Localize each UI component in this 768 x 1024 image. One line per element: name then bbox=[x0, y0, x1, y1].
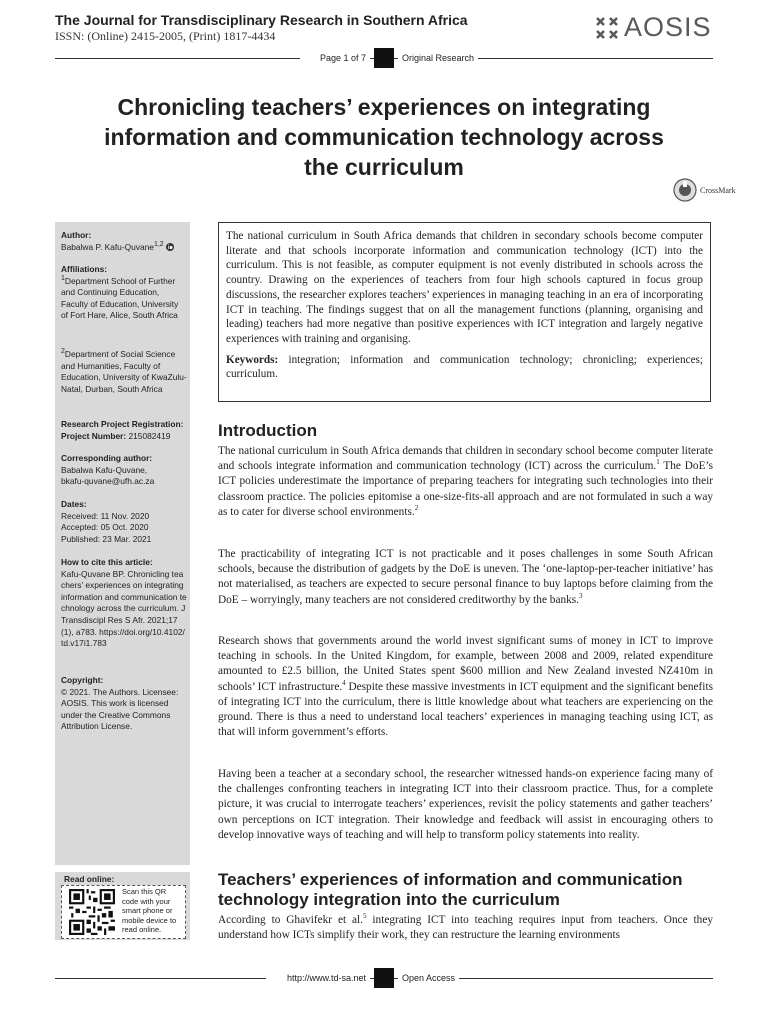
aosis-logo-text: AOSIS bbox=[624, 12, 712, 42]
aosis-logo-icon bbox=[594, 15, 620, 41]
affiliations-block bbox=[61, 264, 187, 322]
paragraph-5 bbox=[218, 913, 713, 943]
footer-url[interactable]: http://www.td-sa.net bbox=[266, 973, 370, 983]
paragraph-4: Having been a teacher at a secondary school, the researcher witnessed hands-on experience facing many of the challenges confronting teachers in integrating ICT into their classroom practice. Thus, for a complete picture, it was crucial to interrogate teachers’ experiences, revisit the policy statements and gather teachers’ own perceptions on ICT integration. Their knowledge and feedback will assist in encouraging others to develop innovative ways of teaching and will help to transform policy statements into reality. bbox=[218, 768, 713, 841]
p1-text-b: The DoE’s ICT policies underestimate the importance of preparing teachers for integrating such technologies into their classroom practice. The policies epitomise a one-size-fits-all approach and are not formulated in such a way as to cater for diverse school environments. bbox=[218, 460, 714, 518]
qr-instructions: Scan this QR code with your smart phone or mobile device to read online. bbox=[122, 887, 177, 935]
author-label: Author: bbox=[61, 230, 92, 240]
author-name: Babalwa P. Kafu-Quvane bbox=[61, 241, 154, 252]
p5-ref[interactable]: 5 bbox=[363, 912, 367, 921]
p1-ref-1[interactable]: 1 bbox=[656, 458, 660, 467]
copyright-text: © 2021. The Authors. Licensee: AOSIS. This work is licensed under the Creative Commons Attribution License. bbox=[61, 686, 179, 732]
aff1-num: 1 bbox=[61, 274, 65, 282]
page-number: Page 1 of 7 bbox=[300, 53, 370, 63]
project-number-label: Project Number: bbox=[61, 430, 127, 441]
project-number: 215082419 bbox=[128, 430, 171, 441]
qr-code-icon[interactable] bbox=[69, 889, 115, 935]
abstract-text: The national curriculum in South Africa demands that children in secondary schools become computer literate and that schools incorporate information and communication technology (ICT) into the curriculum. This is not feasible, as computer equipment is not evenly distributed in schools across the country. Drawing on the experiences of teachers from four high schools captured in focus group discussions, the researcher explores teachers’ experiences in managing teaching in an era of incorporating ICT in teaching. The findings suggest that on all the management functions (planning, organising and leading) teachers had more negative than positive experiences with ICT integration and largely negative experiences with training and organising. bbox=[226, 230, 703, 345]
registration-label: Research Project Registration: bbox=[61, 419, 184, 429]
paragraph-2 bbox=[218, 547, 713, 608]
date-published: Published: 23 Mar. 2021 bbox=[61, 533, 152, 544]
dates-block bbox=[61, 499, 187, 545]
corresponding-block bbox=[61, 453, 187, 488]
corresponding-email[interactable]: bkafu-quvane@ufh.ac.za bbox=[61, 476, 155, 487]
sidebar bbox=[55, 222, 190, 865]
aff2-num: 2 bbox=[61, 348, 65, 356]
article-type: Original Research bbox=[398, 53, 478, 63]
crossmark-badge[interactable] bbox=[673, 178, 736, 202]
p1-ref-2[interactable]: 2 bbox=[414, 504, 419, 513]
read-online-label: Read online: bbox=[64, 874, 115, 884]
p3-text-b: Despite these massive investments in ICT equipment and the significant benefits of integrating ICT into the curriculum, there is little knowledge about what teachers are experiencing on the ground. There is thus a need to understand local teachers’ experiences in managing teaching using ICT, as that will inform government’s efforts. bbox=[218, 680, 713, 739]
date-received: Received: 11 Nov. 2020 bbox=[61, 510, 150, 521]
affiliations-label: Affiliations: bbox=[61, 264, 108, 274]
orcid-icon[interactable] bbox=[166, 243, 174, 251]
copyright-label: Copyright: bbox=[61, 675, 104, 685]
journal-title: The Journal for Transdisciplinary Research in Southern Africa bbox=[55, 12, 468, 28]
abstract-box bbox=[218, 222, 711, 402]
p2-text: The practicability of integrating ICT is not practicable and it poses challenges in some South African schools, because the distribution of gadgets by the DoE is uneven. The ‘one-laptop-per-teacher initiative’ has not materialised, as teachers are expected to secure personal finance to buy laptops before claiming from the DoE – worryingly, many teachers are not considered creditworthy by the banks. bbox=[218, 548, 713, 606]
p5-text-b: integrating ICT into teaching requires input from teachers. Once they understand how ICTs simplify their work, they can restructure the learning environments bbox=[218, 914, 713, 942]
corresponding-label: Corresponding author: bbox=[61, 453, 153, 463]
read-online-box bbox=[55, 872, 190, 940]
issn: ISSN: (Online) 2415-2005, (Print) 1817-4434 bbox=[55, 29, 276, 43]
footer-square bbox=[374, 968, 394, 988]
affiliation-2-block bbox=[61, 349, 187, 395]
dates-label: Dates: bbox=[61, 499, 87, 509]
article-title: Chronicling teachers’ experiences on integrating information and communication technology across the curriculum bbox=[104, 94, 664, 180]
paragraph-3 bbox=[218, 634, 713, 740]
cite-text: Kafu-Quvane BP. Chronicling teachers’ experiences on integrating information and communication technology across the curriculum. J Transdiscipl Res S Afr. 2021;17(1), a783. https://doi.org/10.4102/td.v17i1.783 bbox=[61, 568, 187, 649]
registration-block bbox=[61, 419, 187, 442]
cite-block bbox=[61, 557, 187, 650]
crossmark-icon bbox=[673, 178, 697, 202]
keywords-label: Keywords: bbox=[226, 353, 279, 366]
keywords-text: integration; information and communication technology; chronicling; experiences; curriculum. bbox=[226, 353, 703, 381]
cite-label: How to cite this article: bbox=[61, 557, 153, 567]
p5-text-a: According to Ghavifekr et al. bbox=[218, 914, 364, 926]
paragraph-1 bbox=[218, 444, 713, 520]
p3-text-a: Research shows that governments around the world invest significant sums of money in ICT to improve teaching in schools. In the United Kingdom, for example, between 2008 and 2009, related expenditure amounted to £2.5 billion, the United States spent $600 million and New Zealand invested NZ410m in schools’ ICT infrastructure. bbox=[218, 635, 713, 693]
corresponding-name: Babalwa Kafu-Quvane, bbox=[61, 464, 148, 475]
author-sup: 1,2 bbox=[153, 240, 164, 248]
affiliation-1: Department School of Further and Continuing Education, Faculty of Education, University of Fort Hare, Alice, South Africa bbox=[61, 275, 179, 321]
date-accepted: Accepted: 05 Oct. 2020 bbox=[61, 522, 149, 533]
crossmark-label: CrossMark bbox=[700, 185, 736, 195]
introduction-heading: Introduction bbox=[218, 421, 318, 440]
section-2-heading: Teachers’ experiences of information and communication technology integration into the curriculum bbox=[218, 870, 683, 909]
header-square bbox=[374, 48, 394, 68]
affiliation-2: Department of Social Science and Humanities, Faculty of Education, University of KwaZulu-Natal, Durban, South Africa bbox=[61, 349, 187, 394]
aosis-logo[interactable] bbox=[594, 12, 712, 43]
p2-ref[interactable]: 3 bbox=[578, 591, 583, 600]
p1-text-a: The national curriculum in South Africa demands that children in secondary school become computer literate and schools integrate information and communication technology (ICT) across the curriculum. bbox=[218, 445, 713, 473]
qr-frame bbox=[61, 885, 186, 939]
footer-open-access: Open Access bbox=[398, 973, 459, 983]
author-block bbox=[61, 230, 187, 253]
keywords bbox=[226, 353, 703, 382]
copyright-block bbox=[61, 675, 187, 733]
p3-ref[interactable]: 4 bbox=[342, 678, 346, 687]
